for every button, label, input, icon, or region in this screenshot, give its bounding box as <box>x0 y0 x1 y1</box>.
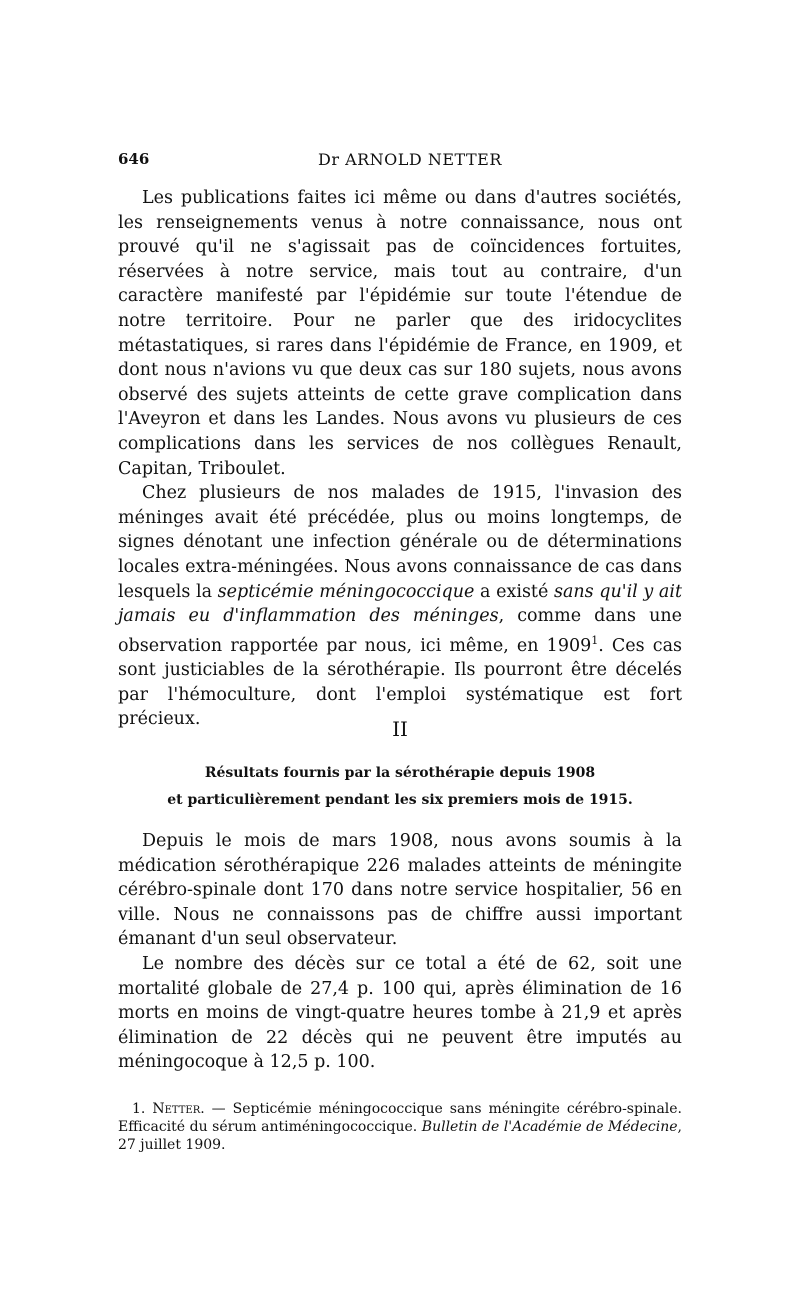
running-title: Dr ARNOLD NETTER <box>318 150 502 169</box>
italic-term: septicémie méningococcique <box>217 581 475 602</box>
footnote-date: , 27 juillet 1909. <box>118 1119 682 1153</box>
section-2-body <box>118 829 682 1075</box>
paragraph: Depuis le mois de mars 1908, nous avons soumis à la médication sérothérapique 226 malades atteints de méningite cérébro-spinale dont 170 dans notre service hospitalier, 56 en ville. Nous ne connaissons pas de chiffre aussi important émanant d'un seul observateur. <box>118 831 682 950</box>
section-numeral: II <box>392 717 408 741</box>
footnote-title: — Septicémie méningococcique sans méningite cérébro-spinale. Efficacité du sérum antiméningococcique. <box>118 1101 683 1135</box>
paragraph: Le nombre des décès sur ce total a été de 62, soit une mortalité globale de 27,4 p. 100 qui, après élimination de 16 morts en moins de vingt-quatre heures tombe à 21,9 et après élimination de 22 décès qui ne peuvent être imputés au méningocoque à 12,5 p. 100. <box>118 953 682 1073</box>
footnote-journal: Bulletin de l'Académie de Médecine <box>421 1119 678 1135</box>
footnote-ref: 1 <box>591 633 599 647</box>
paragraph-text: a existé <box>474 581 554 602</box>
paragraph-text: , comme dans une observation rapportée par nous, ici même, en 1909 <box>118 606 683 656</box>
paragraph: Les publications faites ici même ou dans d'autres sociétés, les renseignements venus à notre connaissance, nous ont prouvé qu'il ne s'agissait pas de coïncidences fortuites, réservées à notre service, mais tout au contraire, d'un caractère manifesté par l'épidémie sur toute l'étendue de notre territoire. Pour ne parler que des iridocyclites métastatiques, si rares dans l'épidémie de France, en 1909, et dont nous n'avions vu que deux cas sur 180 sujets, nous avons observé des sujets atteints de cette grave complication dans l'Aveyron et dans les Landes. Nous avons vu plusieurs de ces complications dans les services de nos collègues Renault, Capitan, Triboulet. <box>118 188 682 479</box>
paragraph-text: . Ces cas sont justiciables de la sérothérapie. Ils pourront être décelés par l'hémoculture, dont l'emploi systématique est fort précieux. <box>118 635 682 730</box>
footnote <box>118 1100 682 1154</box>
paragraph-text: Chez plusieurs de nos malades de 1915, l'invasion des méninges avait été précédée, plus ou moins longtemps, de signes dénotant une infection générale ou de déterminations locales extra-méningées. Nous avons connaissance de cas dans lesquels la <box>118 483 682 602</box>
footnote-author: Netter. <box>152 1101 205 1117</box>
italic-term: sans qu'il y ait jamais eu d'inflammation des méninges <box>118 581 682 627</box>
footnote-text <box>118 1100 682 1154</box>
paragraph <box>118 481 682 732</box>
section-1-body <box>118 186 682 732</box>
page-number: 646 <box>118 150 150 168</box>
running-head <box>118 150 678 172</box>
section-subtitle-line-1: Résultats fournis par la sérothérapie depuis 1908 <box>204 765 596 781</box>
section-subtitle-line-2: et particulièrement pendant les six premiers mois de 1915. <box>167 792 633 808</box>
footnote-number: 1. <box>132 1101 146 1117</box>
